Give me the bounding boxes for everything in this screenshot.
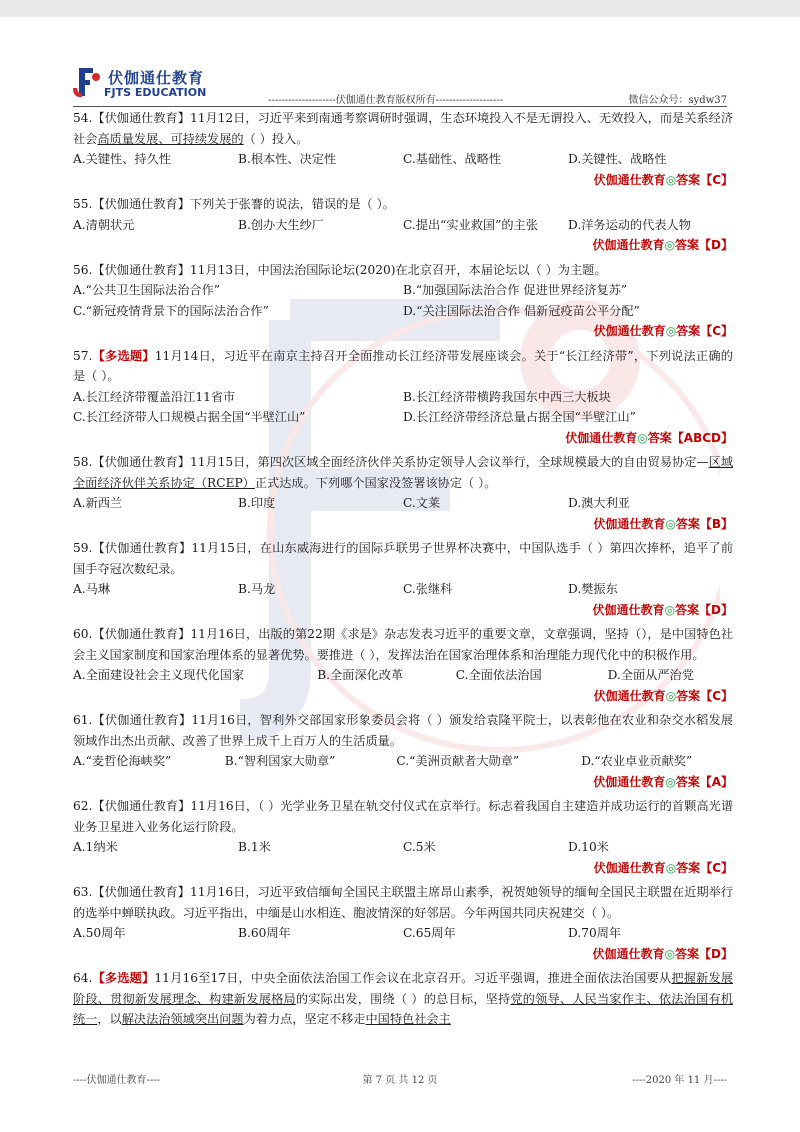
question-stem [73,710,733,751]
answer-circle-icon: ◎ [664,946,676,961]
answer-value: 【C】 [700,172,733,187]
answer-circle-icon: ◎ [665,516,676,531]
options [73,149,733,170]
question-54 [73,108,733,190]
answer-brand: 伏伽通仕教育 [592,946,665,961]
question-59 [73,538,733,620]
multi-choice-tag: 【多选题】 [92,348,155,363]
answer-value: 【C】 [700,860,733,875]
option-a: A.关键性、持久性 [73,152,171,166]
question-stem [73,346,733,387]
question-57 [73,346,733,449]
option-c: C.5米 [403,840,436,854]
option-d: D.10米 [568,840,609,854]
answer-label: 答案 [676,324,701,338]
source-tag: 【伏伽通仕教育】 [92,111,190,125]
logo-english-name: FJTS EDUCATION [104,86,207,99]
option-b: B.60周年 [238,926,291,940]
stem-text: 11月16日，智利外交部国家形象委员会将（ ）颁发给袁隆平院士，以表彰他在农业和杂交水稻发展领域作出杰出贡献、改善了世界上成千上百万人的生活质量。 [73,713,734,748]
option-c: C.张继科 [403,582,453,596]
answer-label: 答案 [675,516,700,531]
option-d: D.70周年 [568,926,622,940]
stem-underlined-text: 区域全面经济伙伴关系协定（RCEP） [73,455,734,490]
header-divider [73,106,727,107]
question-stem [73,452,733,493]
option-a: A.全面建设社会主义现代化国家 [73,668,245,682]
option-a: A.“麦哲伦海峡奖” [73,754,172,768]
options [73,493,733,514]
wechat-account: 微信公众号：sydw37 [628,95,727,106]
options [73,751,733,772]
question-number: 54. [73,111,93,125]
stem-text: 11月16日，出版的第22期《求是》杂志发表习近平的重要文章，文章强调，坚持（），是中国特色社会主义国家制度和国家治理体系的显著优势。要推进（ ），发挥法治在国家治理体系和治理能力现代化中的积极作用。 [73,627,734,662]
question-number: 60. [73,627,93,641]
option-c: C.基础性、战略性 [403,152,502,166]
option-c: C.“新冠疫情背景下的国际法治合作” [73,303,269,318]
answer-value: 【ABCD】 [671,430,733,445]
options [73,387,733,428]
question-number: 59. [73,541,93,555]
option-a: A.“公共卫生国际法治合作” [73,283,221,297]
option-a: A.长江经济带覆盖沿江11省市 [73,389,236,404]
options [73,923,733,944]
question-number: 62. [73,799,93,813]
options [73,579,733,600]
stem-text: 11月13日，中国法治国际论坛(2020)在北京召开，本届论坛以（ ）为主题。 [189,262,607,277]
stem-text: 11月12日，习近平来到南通考察调研时强调，生态环境投入不是无谓投入、无效投入，而是关系经济社会 [73,111,734,146]
answer-circle-icon: ◎ [665,860,677,875]
answer-line [73,235,733,256]
answer-value: 【C】 [700,688,733,703]
stem-text: 11月15日，第四次区域全面经济伙伴关系协定领导人会议举行，全球规模最大的自由贸易协定— [189,455,709,469]
question-number: 57. [73,348,93,363]
options [73,837,733,858]
answer-line [73,321,733,342]
question-number: 64. [73,971,93,985]
question-62 [73,796,733,878]
option-b: B.“智利国家大勋章” [224,754,336,768]
option-a: A.1纳米 [73,840,118,854]
source-tag: 【伏伽通仕教育】 [92,713,192,727]
question-stem [73,260,733,281]
option-d: D.澳大利亚 [568,496,630,510]
answer-line [73,944,733,965]
question-stem [73,108,733,149]
question-64 [73,968,733,1030]
stem-text: 正式达成。下列哪个国家没签署该协定（ ）。 [254,475,497,490]
answer-brand: 伏伽通仕教育 [593,688,666,703]
stem-text: 11月16日，习近平致信缅甸全国民主联盟主席昂山素季，祝贺她领导的缅甸全国民主联盟在近期举行的选举中蝉联执政。习近平指出，中缅是山水相连、胞波情深的好邻居。今年两国共同庆祝建交（ ）。 [73,885,734,920]
question-list [73,108,733,1030]
stem-text: 的实际出发，围绕（ ）的总目标，坚持 [295,991,511,1006]
question-63 [73,882,733,964]
answer-label: 答案 [676,172,701,187]
question-number: 63. [73,885,93,899]
options [73,280,733,321]
footer-brand: ----伏伽通仕教育---- [73,1075,161,1086]
answer-brand: 伏伽通仕教育 [592,602,665,617]
question-58 [73,452,733,534]
question-number: 58. [73,455,93,469]
brand-logo [70,66,220,106]
question-number: 55. [73,197,93,211]
source-tag: 【伏伽通仕教育】 [92,885,190,899]
option-c: C.全面依法治国 [455,668,542,682]
answer-circle-icon: ◎ [665,172,677,187]
option-c: C.提出“实业救国”的主张 [403,217,538,232]
option-a: A.清朝状元 [73,217,135,232]
stem-text: 11月14日，习近平在南京主持召开全面推动长江经济带发展座谈会。关于“长江经济带”，下列说法正确的是（ ）。 [73,348,733,383]
option-d: D.洋务运动的代表人物 [568,217,691,232]
logo-chinese-name: 伏伽通仕教育 [108,69,205,87]
answer-brand: 伏伽通仕教育 [593,324,666,338]
source-tag: 【伏伽通仕教育】 [92,541,192,555]
options [73,215,733,236]
question-stem [73,538,733,579]
answer-brand: 伏伽通仕教育 [565,430,638,445]
question-61 [73,710,733,792]
answer-circle-icon: ◎ [665,774,676,789]
stem-text: 下列关于张謇的说法，错误的是（ ）。 [189,197,395,211]
source-tag: 【伏伽通仕教育】 [92,455,190,469]
answer-line [73,170,733,191]
answer-circle-icon: ◎ [637,430,648,445]
option-b: B.“加强国际法治合作 促进世界经济复苏” [403,283,628,297]
option-d: D.长江经济带经济总量占据全国“半壁江山” [403,410,636,424]
answer-line [73,600,733,621]
option-c: C.长江经济带人口规模占据全国“半壁江山” [73,410,306,424]
answer-brand: 伏伽通仕教育 [593,516,666,531]
option-d: D.全面从严治党 [607,668,694,682]
source-tag: 【伏伽通仕教育】 [92,627,191,641]
logo-mark-icon [70,66,106,102]
source-tag: 【伏伽通仕教育】 [92,262,190,277]
option-b: B.全面深化改革 [317,668,404,682]
question-55 [73,194,733,256]
source-tag: 【伏伽通仕教育】 [92,799,191,813]
question-stem [73,968,733,1030]
question-number: 56. [73,262,93,277]
page-number: 第 7 页 共 12 页 [362,1075,438,1086]
answer-label: 答案 [675,774,700,789]
stem-underlined-text: 党的领导、人民当家作主、依法治国有机统一 [73,991,734,1026]
answer-value: 【A】 [699,774,733,789]
option-c: C.65周年 [403,926,456,940]
answer-brand: 伏伽通仕教育 [593,774,666,789]
options [73,665,733,686]
question-56 [73,260,733,342]
top-bar [0,0,800,17]
option-b: B.长江经济带横跨我国东中西三大板块 [403,389,611,404]
option-c: C.“美洲贡献者大勋章” [396,754,520,768]
answer-circle-icon: ◎ [665,324,677,338]
option-b: B.马龙 [238,582,276,596]
option-b: B.1米 [238,840,271,854]
source-tag: 【伏伽通仕教育】 [92,197,190,211]
stem-text: ，以 [97,1012,122,1026]
option-b: B.印度 [238,496,276,510]
question-stem [73,882,733,923]
stem-underlined-text: 把握新发展阶段、贯彻新发展理念、构建新发展格局 [73,971,734,1006]
answer-line [73,514,733,535]
answer-label: 答案 [647,430,672,445]
option-a: A.50周年 [73,926,126,940]
question-stem [73,624,733,665]
stem-underlined-text: 解决法治领域突出问题 [121,1012,244,1026]
answer-value: 【D】 [699,602,733,617]
stem-text: 11月16日，（ ）光学业务卫星在轨交付仪式在京举行。标志着我国自主建造并成功运行的首颗高光谱业务卫星进入业务化运行阶段。 [73,799,734,834]
option-a: A.马琳 [73,582,111,596]
answer-circle-icon: ◎ [664,602,676,617]
copyright-notice: --------------------伏伽通仕教育版权所有-------------------- [268,95,504,106]
answer-value: 【C】 [700,324,733,338]
answer-line [73,686,733,707]
answer-circle-icon: ◎ [664,238,676,252]
stem-text: 11月16至17日，中央全面依法治国工作会议在北京召开。习近平强调，推进全面依法治国要从 [154,971,672,985]
answer-value: 【D】 [699,946,733,961]
multi-choice-tag: 【多选题】 [92,971,155,985]
option-c: C.文莱 [403,496,441,510]
answer-label: 答案 [676,688,701,703]
answer-value: 【B】 [699,516,733,531]
stem-text: 为着力点，坚定不移走 [243,1012,366,1026]
answer-brand: 伏伽通仕教育 [592,238,665,252]
option-a: A.新西兰 [73,496,123,510]
answer-line [73,858,733,879]
answer-value: 【D】 [699,238,733,252]
answer-circle-icon: ◎ [665,688,677,703]
option-b: B.根本性、决定性 [238,152,337,166]
answer-line [73,772,733,793]
answer-label: 答案 [675,602,700,617]
option-d: D.“关注国际法治合作 倡新冠疫苗公平分配” [403,303,640,318]
option-d: D.关键性、战略性 [568,152,667,166]
stem-underlined-text: 中国特色社会主 [365,1012,451,1026]
stem-text: 11月15日，在山东威海进行的国际乒联男子世界杯决赛中，中国队选手（ ）第四次捧杯，追平了前国手夺冠次数纪录。 [73,541,734,576]
question-stem [73,194,733,215]
question-stem [73,796,733,837]
stem-underlined-text: 高质量发展、可持续发展的 [97,131,244,146]
option-d: D.樊振东 [568,582,618,596]
answer-label: 答案 [675,946,700,961]
option-d: D.“农业卓业贡献奖” [581,754,693,768]
answer-line [73,428,733,449]
answer-brand: 伏伽通仕教育 [593,172,666,187]
stem-text: （ ）投入。 [243,131,309,146]
answer-brand: 伏伽通仕教育 [593,860,666,875]
option-b: B.创办大生纱厂 [238,217,324,232]
answer-label: 答案 [675,238,700,252]
question-number: 61. [73,713,93,727]
answer-label: 答案 [676,860,701,875]
question-60 [73,624,733,706]
footer-date: ----2020 年 11 月---- [632,1075,727,1086]
